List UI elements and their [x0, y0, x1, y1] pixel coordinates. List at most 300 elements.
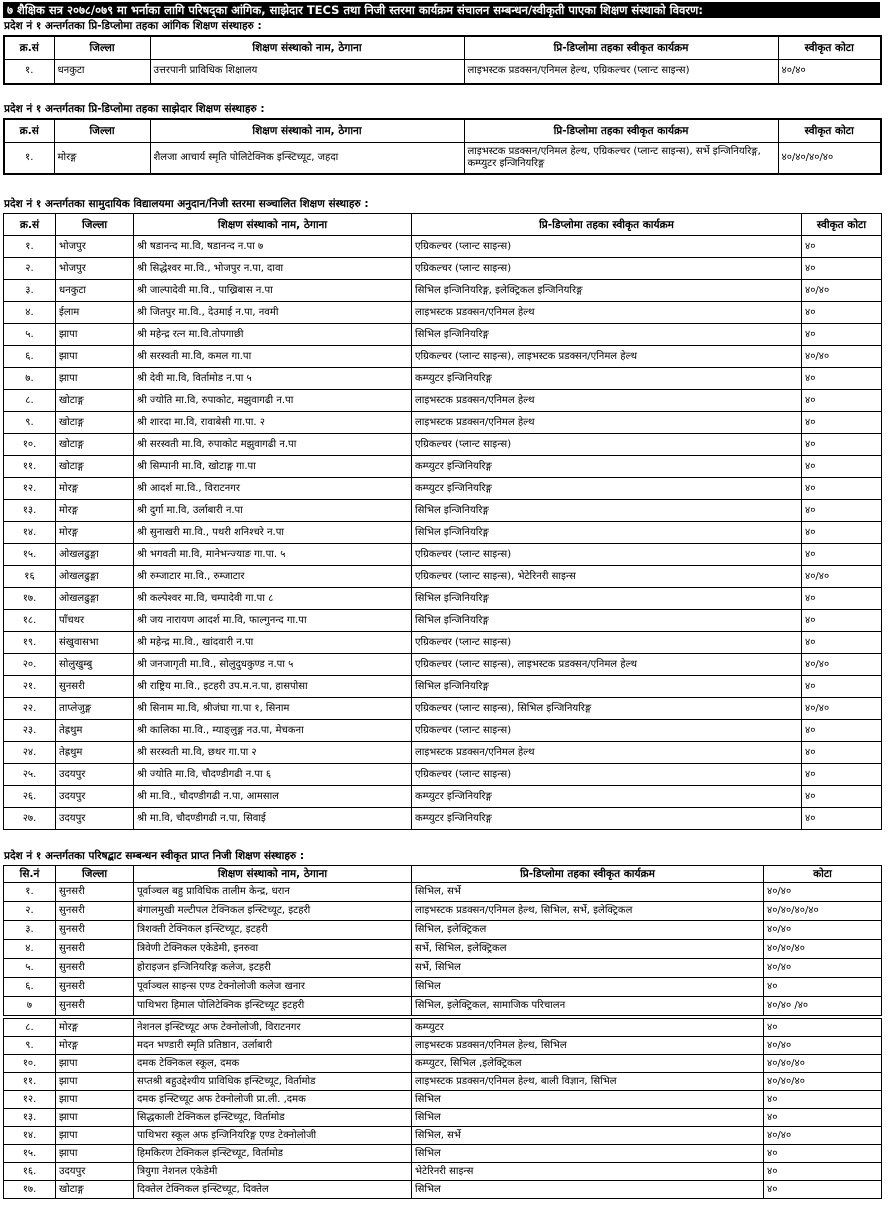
cell-district: सुनसरी	[56, 997, 134, 1016]
cell-sn: १५.	[4, 544, 56, 566]
cell-district: भोजपुर	[56, 236, 134, 258]
cell-quota: ४०	[764, 1181, 882, 1199]
cell-institution: श्री सरस्वती मा.वि, छथर गा.पा २	[134, 742, 412, 764]
cell-institution: श्री कालिका मा.वि., म्याङ्लुङ्ग नउ.पा, मेचकना	[134, 720, 412, 742]
cell-institution: दमक टेक्निकल स्कूल, दमक	[134, 1055, 412, 1073]
cell-institution: त्रियुगा नेशनल एकेडेमी	[134, 1163, 412, 1181]
cell-sn: १३.	[4, 500, 56, 522]
cell-sn: १६	[4, 566, 56, 588]
cell-sn: १५.	[4, 1145, 56, 1163]
cell-institution: श्री सिद्धेश्वर मा.वि., भोजपुर न.पा, दावा	[134, 258, 412, 280]
cell-quota: ४०	[802, 522, 882, 544]
cell-sn: ४.	[4, 940, 56, 959]
cell-quota: ४०/४०	[764, 883, 882, 902]
cell-institution: श्री सिनाम मा.वि, श्रीजंघा गा.पा १, सिनाम	[134, 698, 412, 720]
cell-sn: १७.	[4, 588, 56, 610]
cell-district: मोरङ्ग	[56, 1037, 134, 1055]
header-sn: क्र.सं	[4, 119, 54, 142]
table-header-row	[4, 36, 881, 59]
cell-institution: पाथिभरा स्कूल अफ इन्जिनियरिङ्ग एण्ड टेक्नोलोजी	[134, 1127, 412, 1145]
table-row	[4, 786, 882, 808]
cell-district: तेह्रथुम	[56, 720, 134, 742]
table-header-row	[4, 119, 881, 142]
table-row	[4, 1073, 882, 1091]
header-sn: क्र.सं	[4, 214, 56, 236]
cell-quota: ४०	[802, 544, 882, 566]
header-district: जिल्ला	[56, 214, 134, 236]
cell-district: झापा	[56, 346, 134, 368]
cell-quota: ४०	[802, 302, 882, 324]
cell-quota: ४०	[802, 676, 882, 698]
cell-program: लाइभस्टक प्रडक्सन/एनिमल हेल्थ	[412, 390, 802, 412]
cell-program: सिभिल इन्जिनियरिङ्ग	[412, 324, 802, 346]
cell-quota: ४०	[802, 720, 882, 742]
table-row	[4, 940, 882, 959]
cell-district: उदयपुर	[56, 786, 134, 808]
header-institution: शिक्षण संस्थाको नाम, ठेगाना	[134, 214, 412, 236]
cell-district: सुनसरी	[56, 921, 134, 940]
cell-quota: ४०	[764, 1019, 882, 1037]
cell-quota: ४०	[802, 456, 882, 478]
section-1-title: प्रदेश नं १ अन्तर्गतका प्रि-डिप्लोमा तहका आंगिक शिक्षण संस्थाहरु :	[4, 20, 262, 32]
cell-district: झापा	[56, 1109, 134, 1127]
cell-quota: ४०/४०/४०/४०	[764, 902, 882, 921]
cell-quota: ४०/४०	[778, 59, 881, 84]
cell-program: लाइभस्टक प्रडक्सन/एनिमल हेल्थ, बाली विज्ञान, सिभिल	[412, 1073, 764, 1091]
cell-quota: ४०	[764, 1109, 882, 1127]
cell-district: मोरङ्ग	[56, 500, 134, 522]
cell-sn: ६.	[4, 978, 56, 997]
cell-program: लाइभस्टक प्रडक्सन/एनिमल हेल्थ	[412, 742, 802, 764]
header-quota: स्वीकृत कोटा	[778, 36, 881, 59]
table-constituent	[3, 35, 882, 85]
cell-district: पाँचथर	[56, 610, 134, 632]
header-quota: स्वीकृत कोटा	[778, 119, 881, 142]
cell-district: संखुवासभा	[56, 632, 134, 654]
table-row	[4, 1181, 882, 1199]
cell-sn: १.	[4, 236, 56, 258]
cell-quota: ४०	[802, 610, 882, 632]
cell-program: एग्रिकल्चर (प्लान्ट साइन्स)	[412, 764, 802, 786]
cell-quota: ४०/४०	[764, 959, 882, 978]
document-banner: ७ शैक्षिक सत्र २०७८/०७९ मा भर्नाका लागि परिषद्का आंगिक, साझेदार TECS तथा निजी स्तरमा कार्यक्रम संचालन सम्बन्धन/स्वीकृती पाएका शिक्षण संस्थाको विवरण:	[3, 2, 880, 18]
cell-institution: दिक्तेल टेक्निकल इन्स्टिच्यूट, दिक्तेल	[134, 1181, 412, 1199]
table-row	[4, 456, 882, 478]
table-row	[4, 588, 882, 610]
cell-district: झापा	[56, 1073, 134, 1091]
table-row	[4, 500, 882, 522]
table-row	[4, 59, 881, 84]
cell-district: झापा	[56, 1055, 134, 1073]
table-row	[4, 302, 882, 324]
cell-institution: शैलजा आचार्य स्मृति पोलिटेक्निक इन्स्टिच्यूट, जहदा	[150, 142, 464, 174]
cell-institution: श्री जितपुर मा.वि., देउमाई न.पा, नवमी	[134, 302, 412, 324]
table-row	[4, 654, 882, 676]
cell-program: एग्रिकल्चर (प्लान्ट साइन्स)	[412, 434, 802, 456]
cell-sn: ३.	[4, 921, 56, 940]
cell-sn: १२.	[4, 478, 56, 500]
cell-program: सिभिल इन्जिनियरिङ्ग	[412, 610, 802, 632]
cell-institution: सिद्धकाली टेक्निकल इन्स्टिच्यूट, विर्तामोड	[134, 1109, 412, 1127]
cell-program: सिभिल इन्जिनियरिङ्ग	[412, 500, 802, 522]
cell-sn: २.	[4, 258, 56, 280]
table-row	[4, 324, 882, 346]
table-row	[4, 390, 882, 412]
header-program: प्रि-डिप्लोमा तहका स्वीकृत कार्यक्रम	[464, 119, 778, 142]
cell-quota: ४०/४०	[764, 921, 882, 940]
cell-quota: ४०/४०/४०	[764, 940, 882, 959]
cell-sn: ६.	[4, 346, 56, 368]
table-row	[4, 698, 882, 720]
cell-district: उदयपुर	[56, 808, 134, 830]
cell-district: खोटाङ्ग	[56, 1181, 134, 1199]
cell-quota: ४०	[802, 390, 882, 412]
cell-program: कम्प्युटर इन्जिनियरिङ्ग	[412, 808, 802, 830]
cell-sn: १२.	[4, 1091, 56, 1109]
cell-sn: २५.	[4, 764, 56, 786]
cell-program: सिभिल इन्जिनियरिङ्ग	[412, 588, 802, 610]
cell-sn: ३.	[4, 280, 56, 302]
cell-program: सिभिल	[412, 1145, 764, 1163]
cell-quota: ४०/४०	[802, 346, 882, 368]
cell-district: ओखलढुङ्गा	[56, 544, 134, 566]
cell-institution: श्री भगवती मा.वि, मानेभन्ज्याङ गा.पा. ५	[134, 544, 412, 566]
section-4-title: प्रदेश नं १ अन्तर्गतका परिषद्बाट सम्बन्धन स्वीकृत प्राप्त निजी शिक्षण संस्थाहरु :	[4, 850, 305, 862]
cell-district: झापा	[56, 1127, 134, 1145]
table-row	[4, 412, 882, 434]
table-row	[4, 1019, 882, 1037]
cell-quota: ४०/४०	[802, 698, 882, 720]
cell-institution: दमक इन्स्टिच्यूट अफ टेक्नोलोजी प्रा.ली. ,दमक	[134, 1091, 412, 1109]
cell-sn: १६.	[4, 1163, 56, 1181]
cell-institution: श्री सरस्वती मा.वि, कमल गा.पा	[134, 346, 412, 368]
table-row	[4, 676, 882, 698]
cell-program: सिभिल	[412, 1091, 764, 1109]
header-institution: शिक्षण संस्थाको नाम, ठेगाना	[134, 866, 412, 883]
cell-sn: ७.	[4, 368, 56, 390]
cell-quota: ४०	[764, 1091, 882, 1109]
cell-institution: मदन भण्डारी स्मृति प्रतिष्ठान, उर्लाबारी	[134, 1037, 412, 1055]
cell-quota: ४०	[764, 1163, 882, 1181]
table-row	[4, 368, 882, 390]
header-quota: कोटा	[764, 866, 882, 883]
cell-sn: १९.	[4, 632, 56, 654]
cell-institution: उत्तरपानी प्राविधिक शिक्षालय	[150, 59, 464, 84]
cell-district: खोटाङ्ग	[56, 456, 134, 478]
cell-program: सर्भे, सिभिल, इलेक्ट्रिकल	[412, 940, 764, 959]
cell-program: एग्रिकल्चर (प्लान्ट साइन्स), भेटेरिनरी साइन्स	[412, 566, 802, 588]
cell-quota: ४०/४०	[764, 1127, 882, 1145]
cell-sn: ५.	[4, 324, 56, 346]
cell-quota: ४०	[802, 324, 882, 346]
cell-quota: ४०/४०/४०	[764, 1073, 882, 1091]
cell-institution: सप्तश्री बहुउद्देश्यीय प्राविधिक इन्स्टिच्यूट, विर्तामोड	[134, 1073, 412, 1091]
cell-district: झापा	[56, 1091, 134, 1109]
cell-quota: ४०/४०/४०/४०	[778, 142, 881, 174]
cell-program: एग्रिकल्चर (प्लान्ट साइन्स)	[412, 720, 802, 742]
cell-district: भोजपुर	[56, 258, 134, 280]
table-row	[4, 1037, 882, 1055]
cell-program: एग्रिकल्चर (प्लान्ट साइन्स)	[412, 236, 802, 258]
cell-district: ओखलढुङ्गा	[56, 588, 134, 610]
cell-district: सुनसरी	[56, 978, 134, 997]
table-row	[4, 902, 882, 921]
cell-institution: त्रिवेणी टेक्निकल एकेडेमी, इनरुवा	[134, 940, 412, 959]
header-district: जिल्ला	[56, 866, 134, 883]
cell-quota: ४०	[764, 978, 882, 997]
cell-institution: श्री कल्पेश्वर मा.वि, चम्पादेवी गा.पा ८	[134, 588, 412, 610]
table-row	[4, 764, 882, 786]
cell-district: धनकुटा	[54, 59, 150, 84]
cell-program: भेटेरिनरी साइन्स	[412, 1163, 764, 1181]
cell-quota: ४०	[802, 632, 882, 654]
header-institution: शिक्षण संस्थाको नाम, ठेगाना	[150, 36, 464, 59]
cell-institution: होराइजन इन्जिनियरिङ्ग कलेज, इटहरी	[134, 959, 412, 978]
table-header-row	[4, 866, 882, 883]
cell-district: खोटाङ्ग	[56, 412, 134, 434]
table-row	[4, 1055, 882, 1073]
cell-district: सुनसरी	[56, 883, 134, 902]
cell-program: एग्रिकल्चर (प्लान्ट साइन्स)	[412, 632, 802, 654]
cell-program: लाइभस्टक प्रडक्सन/एनिमल हेल्थ, एग्रिकल्चर (प्लान्ट साइन्स)	[464, 59, 778, 84]
cell-district: सुनसरी	[56, 959, 134, 978]
cell-program: लाइभस्टक प्रडक्सन/एनिमल हेल्थ, सिभिल	[412, 1037, 764, 1055]
cell-program: लाइभस्टक प्रडक्सन/एनिमल हेल्थ	[412, 412, 802, 434]
section-3-title: प्रदेश नं १ अन्तर्गतका सामुदायिक विद्यालयमा अनुदान/निजी स्तरमा सञ्चालित शिक्षण संस्थाहरु :	[4, 198, 369, 210]
cell-program: सिभिल इन्जिनियरिङ्ग	[412, 676, 802, 698]
cell-district: ओखलढुङ्गा	[56, 566, 134, 588]
header-sn: क्र.सं	[4, 36, 54, 59]
cell-program: एग्रिकल्चर (प्लान्ट साइन्स)	[412, 544, 802, 566]
cell-quota: ४०	[802, 478, 882, 500]
cell-sn: १.	[4, 59, 54, 84]
cell-program: सिभिल, सर्भे	[412, 883, 764, 902]
cell-quota: ४०	[802, 412, 882, 434]
cell-institution: श्री सुनाखरी मा.वि., पथरी शनिश्चरे न.पा	[134, 522, 412, 544]
table-row	[4, 258, 882, 280]
cell-institution: श्री शारदा मा.वि, रावाबेसी गा.पा. २	[134, 412, 412, 434]
cell-program: सिभिल इन्जिनियरिङ्ग	[412, 522, 802, 544]
cell-sn: ९.	[4, 412, 56, 434]
table-row	[4, 1091, 882, 1109]
cell-district: धनकुटा	[56, 280, 134, 302]
cell-quota: ४०	[802, 786, 882, 808]
cell-institution: श्री आदर्श मा.वि., विराटनगर	[134, 478, 412, 500]
cell-institution: श्री देवी मा.वि, विर्तामोड न.पा ५	[134, 368, 412, 390]
cell-institution: नेशनल इन्स्टिच्यूट अफ टेक्नोलोजी, विराटनगर	[134, 1019, 412, 1037]
cell-sn: ८.	[4, 1019, 56, 1037]
table-row	[4, 236, 882, 258]
cell-sn: २.	[4, 902, 56, 921]
cell-district: खोटाङ्ग	[56, 390, 134, 412]
cell-quota: ४०/४०	[802, 566, 882, 588]
cell-sn: २२.	[4, 698, 56, 720]
cell-district: मोरङ्ग	[56, 1019, 134, 1037]
cell-program: एग्रिकल्चर (प्लान्ट साइन्स), सिभिल इन्जिनियरिङ्ग	[412, 698, 802, 720]
cell-program: कम्प्युटर इन्जिनियरिङ्ग	[412, 478, 802, 500]
table-row	[4, 434, 882, 456]
cell-district: सुनसरी	[56, 676, 134, 698]
table-private-a	[3, 865, 882, 1016]
cell-sn: २६.	[4, 786, 56, 808]
cell-district: झापा	[56, 368, 134, 390]
header-sn: सि.नं	[4, 866, 56, 883]
table-header-row	[4, 214, 882, 236]
cell-institution: पाथिभरा हिमाल पोलिटेक्निक इन्स्टिच्यूट इटहरी	[134, 997, 412, 1016]
table-row	[4, 280, 882, 302]
cell-program: एग्रिकल्चर (प्लान्ट साइन्स), लाइभस्टक प्रडक्सन/एनिमल हेल्थ	[412, 346, 802, 368]
cell-institution: बंगालमुखी मल्टीपल टेक्निकल इन्स्टिच्यूट, इटहरी	[134, 902, 412, 921]
table-row	[4, 959, 882, 978]
cell-institution: श्री जय नारायण आदर्श मा.वि, फाल्गुनन्द गा.पा	[134, 610, 412, 632]
cell-sn: १.	[4, 883, 56, 902]
cell-institution: श्री ज्योति मा.वि, रुपाकोट, मझुवागढी न.पा	[134, 390, 412, 412]
table-row	[4, 883, 882, 902]
cell-sn: २४.	[4, 742, 56, 764]
cell-program: कम्प्युटर	[412, 1019, 764, 1037]
cell-district: तेह्रथुम	[56, 742, 134, 764]
cell-program: कम्प्युटर, सिभिल ,इलेक्ट्रिकल	[412, 1055, 764, 1073]
cell-quota: ४०	[802, 500, 882, 522]
cell-quota: ४०	[802, 764, 882, 786]
table-row	[4, 544, 882, 566]
cell-institution: त्रिशक्ती टेक्निकल इन्स्टिच्यूट, इटहरी	[134, 921, 412, 940]
cell-quota: ४०	[802, 742, 882, 764]
cell-sn: १.	[4, 142, 54, 174]
cell-sn: २१.	[4, 676, 56, 698]
cell-sn: ८.	[4, 390, 56, 412]
table-row	[4, 478, 882, 500]
table-row	[4, 808, 882, 830]
cell-program: सर्भे, सिभिल	[412, 959, 764, 978]
cell-district: ताप्लेजुङ्ग	[56, 698, 134, 720]
section-2-title: प्रदेश नं १ अन्तर्गतका प्रि-डिप्लोमा तहका साझेदार शिक्षण संस्थाहरु :	[4, 103, 265, 115]
cell-quota: ४०/४०	[764, 1037, 882, 1055]
cell-quota: ४०	[764, 1145, 882, 1163]
cell-institution: श्री मा.वि, चौदण्डीगढी न.पा, सिवाई	[134, 808, 412, 830]
header-district: जिल्ला	[54, 36, 150, 59]
cell-sn: ११.	[4, 1073, 56, 1091]
header-district: जिल्ला	[54, 119, 150, 142]
cell-program: कम्प्युटर इन्जिनियरिङ्ग	[412, 456, 802, 478]
cell-sn: १३.	[4, 1109, 56, 1127]
cell-sn: १८.	[4, 610, 56, 632]
cell-sn: ७	[4, 997, 56, 1016]
cell-sn: १७.	[4, 1181, 56, 1199]
cell-program: सिभिल इन्जिनियरिङ्ग, इलेक्ट्रिकल इन्जिनियरिङ्ग	[412, 280, 802, 302]
cell-sn: ११.	[4, 456, 56, 478]
cell-program: एग्रिकल्चर (प्लान्ट साइन्स)	[412, 258, 802, 280]
cell-institution: श्री सिम्पानी मा.वि, खोटाङ्ग गा.पा	[134, 456, 412, 478]
cell-district: ईलाम	[56, 302, 134, 324]
cell-quota: ४०	[802, 258, 882, 280]
header-program: प्रि-डिप्लोमा तहका स्वीकृत कार्यक्रम	[412, 214, 802, 236]
table-row	[4, 1127, 882, 1145]
cell-institution: हिमकिरण टेक्निकल इन्स्टिच्यूट, विर्तामोड	[134, 1145, 412, 1163]
cell-district: मोरङ्ग	[54, 142, 150, 174]
cell-district: उदयपुर	[56, 764, 134, 786]
cell-district: सोलुखुम्बु	[56, 654, 134, 676]
table-row	[4, 720, 882, 742]
cell-quota: ४०	[802, 368, 882, 390]
cell-district: झापा	[56, 1145, 134, 1163]
table-row	[4, 610, 882, 632]
cell-institution: श्री मा.वि., चौदण्डीगढी न.पा, आमसाल	[134, 786, 412, 808]
cell-quota: ४०	[802, 588, 882, 610]
cell-institution: श्री राष्ट्रिय मा.वि., इटहरी उप.म.न.पा, हासपोसा	[134, 676, 412, 698]
table-partner	[3, 118, 882, 175]
cell-sn: १४.	[4, 522, 56, 544]
cell-sn: ४.	[4, 302, 56, 324]
cell-institution: पूर्वाञ्चल बहु प्राविधिक तालीम केन्द्र, धरान	[134, 883, 412, 902]
cell-program: सिभिल, सर्भे	[412, 1127, 764, 1145]
cell-sn: ५.	[4, 959, 56, 978]
cell-institution: श्री महेन्द्र मा.वि., खांदवारी न.पा	[134, 632, 412, 654]
cell-district: मोरङ्ग	[56, 522, 134, 544]
cell-district: मोरङ्ग	[56, 478, 134, 500]
table-row	[4, 921, 882, 940]
table-row	[4, 1163, 882, 1181]
cell-program: लाइभस्टक प्रडक्सन/एनिमल हेल्थ, एग्रिकल्चर (प्लान्ट साइन्स), सर्भे इन्जिनियरिङ्ग, कम्प्युटर इन्जिनियरिङ्ग	[464, 142, 778, 174]
cell-quota: ४०/४०/४०	[764, 1055, 882, 1073]
cell-program: कम्प्युटर इन्जिनियरिङ्ग	[412, 368, 802, 390]
table-private-b	[3, 1018, 882, 1199]
header-program: प्रि-डिप्लोमा तहका स्वीकृत कार्यक्रम	[464, 36, 778, 59]
table-community	[3, 213, 882, 830]
cell-sn: १०.	[4, 434, 56, 456]
cell-district: झापा	[56, 324, 134, 346]
cell-program: सिभिल	[412, 978, 764, 997]
cell-institution: श्री दुर्गा मा.वि, उर्लाबारी न.पा	[134, 500, 412, 522]
table-row	[4, 346, 882, 368]
cell-quota: ४०	[802, 434, 882, 456]
cell-quota: ४०	[802, 808, 882, 830]
cell-district: सुनसरी	[56, 940, 134, 959]
table-row	[4, 1145, 882, 1163]
cell-district: सुनसरी	[56, 902, 134, 921]
cell-sn: २०.	[4, 654, 56, 676]
cell-institution: श्री महेन्द्र रत्न मा.वि.तोपगाछी	[134, 324, 412, 346]
cell-institution: पूर्वाञ्चल साइन्स एण्ड टेक्नोलोजी कलेज खनार	[134, 978, 412, 997]
cell-sn: २७.	[4, 808, 56, 830]
cell-program: कम्प्युटर इन्जिनियरिङ्ग	[412, 786, 802, 808]
table-row	[4, 566, 882, 588]
cell-institution: श्री जनजागृती मा.वि., सोलुदुधकुण्ड न.पा ५	[134, 654, 412, 676]
cell-institution: श्री रुम्जाटार मा.वि., रुम्जाटार	[134, 566, 412, 588]
table-row	[4, 978, 882, 997]
cell-quota: ४०/४०	[802, 280, 882, 302]
cell-program: सिभिल	[412, 1181, 764, 1199]
cell-program: लाइभस्टक प्रडक्सन/एनिमल हेल्थ, सिभिल, सर्भे, इलेक्ट्रिकल	[412, 902, 764, 921]
table-row	[4, 632, 882, 654]
cell-quota: ४०	[802, 236, 882, 258]
cell-district: खोटाङ्ग	[56, 434, 134, 456]
cell-institution: श्री ज्योति मा.वि, चौदण्डीगढी न.पा ६	[134, 764, 412, 786]
cell-program: सिभिल, इलेक्ट्रिकल	[412, 921, 764, 940]
table-row	[4, 1109, 882, 1127]
cell-institution: श्री षडानन्द मा.वि, षडानन्द न.पा ७	[134, 236, 412, 258]
table-row	[4, 142, 881, 174]
cell-program: एग्रिकल्चर (प्लान्ट साइन्स), लाइभस्टक प्रडक्सन/एनिमल हेल्थ	[412, 654, 802, 676]
cell-sn: १०.	[4, 1055, 56, 1073]
cell-sn: ९.	[4, 1037, 56, 1055]
table-row	[4, 997, 882, 1016]
table-row	[4, 522, 882, 544]
cell-institution: श्री जाल्पादेवी मा.वि., पाख्रिबास न.पा	[134, 280, 412, 302]
cell-program: सिभिल	[412, 1109, 764, 1127]
cell-quota: ४०/४० /४०	[764, 997, 882, 1016]
cell-district: उदयपुर	[56, 1163, 134, 1181]
